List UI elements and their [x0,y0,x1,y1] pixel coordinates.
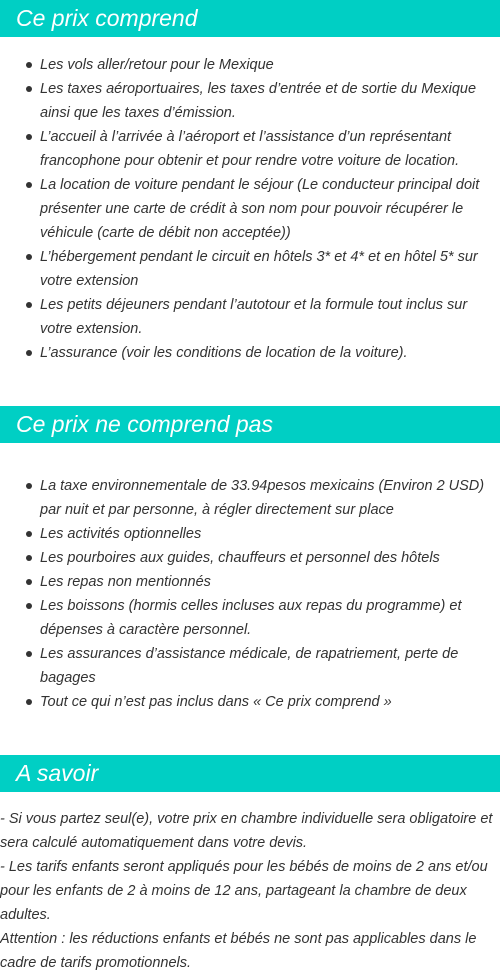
list-item: L’accueil à l’arrivée à l’aéroport et l’assistance d’un représentant francophone pour obtenir et pour rendre votre voiture de location. [40,125,500,173]
list-item: Les petits déjeuners pendant l’autotour et la formule tout inclus sur votre extension. [40,293,500,341]
note-line: - Les tarifs enfants seront appliqués pour les bébés de moins de 2 ans et/ou pour les enfants de 2 à moins de 12 ans, partageant la chambre de deux adultes. [0,859,488,923]
section-title: A savoir [16,760,99,786]
list-item: Les boissons (hormis celles incluses aux repas du programme) et dépenses à caractère personnel. [40,594,500,642]
list-item: Les taxes aéroportuaires, les taxes d’entrée et de sortie du Mexique ainsi que les taxes d’émission. [40,77,500,125]
section-header-good-to-know [0,755,500,792]
good-to-know-text [0,807,500,975]
list-item: Les activités optionnelles [40,522,500,546]
included-list [0,53,500,365]
section-header-not-included [0,406,500,443]
list-item: La location de voiture pendant le séjour (Le conducteur principal doit présenter une carte de crédit à son nom pour pouvoir récupérer le véhicule (carte de débit non acceptée)) [40,173,500,245]
not-included-list [0,474,500,714]
list-item: La taxe environnementale de 33.94pesos mexicains (Environ 2 USD) par nuit et par personne, à régler directement sur place [40,474,500,522]
list-item: Les vols aller/retour pour le Mexique [40,53,500,77]
note-line: Attention : les réductions enfants et bébés ne sont pas applicables dans le cadre de tarifs promotionnels. [0,931,477,971]
list-item: L’hébergement pendant le circuit en hôtels 3* et 4* et en hôtel 5* sur votre extension [40,245,500,293]
note-line: - Si vous partez seul(e), votre prix en chambre individuelle sera obligatoire et sera calculé automatiquement dans votre devis. [0,811,493,851]
list-item: Tout ce qui n’est pas inclus dans « Ce prix comprend » [40,690,500,714]
list-item: Les pourboires aux guides, chauffeurs et personnel des hôtels [40,546,500,570]
list-item: L’assurance (voir les conditions de location de la voiture). [40,341,500,365]
section-header-included [0,0,500,37]
section-title: Ce prix ne comprend pas [16,411,273,437]
list-item: Les repas non mentionnés [40,570,500,594]
section-title: Ce prix comprend [16,5,198,31]
list-item: Les assurances d’assistance médicale, de rapatriement, perte de bagages [40,642,500,690]
